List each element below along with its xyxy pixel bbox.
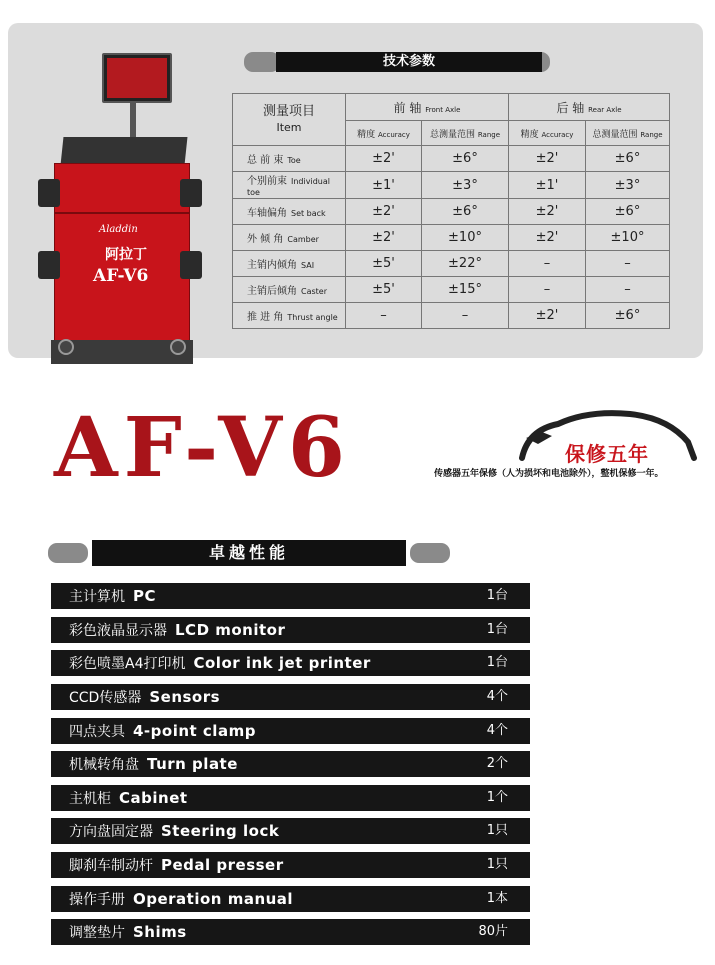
cabinet-image bbox=[54, 163, 190, 345]
spec-value: – bbox=[346, 303, 422, 329]
spec-item-name: 个别前束 Individual toe bbox=[233, 172, 346, 199]
spec-value: ±6° bbox=[586, 146, 670, 172]
spec-value: ±3° bbox=[586, 172, 670, 199]
machine-model-label: AF-V6 bbox=[93, 266, 149, 286]
accuracy-header: 精度 Accuracy bbox=[509, 121, 586, 146]
sensor-head-icon bbox=[180, 251, 202, 279]
caster-wheel-icon bbox=[170, 339, 186, 355]
feature-row bbox=[51, 583, 530, 609]
feature-quantity: 2个 bbox=[486, 756, 508, 772]
spec-value: – bbox=[509, 277, 586, 303]
decor-pill bbox=[410, 543, 450, 563]
spec-value: ±2' bbox=[509, 199, 586, 225]
spec-value: – bbox=[586, 251, 670, 277]
spec-value: ±5' bbox=[346, 277, 422, 303]
spec-row bbox=[233, 303, 670, 329]
feature-quantity: 1台 bbox=[486, 621, 508, 637]
spec-value: ±2' bbox=[509, 225, 586, 251]
feature-label: 彩色喷墨A4打印机 Color ink jet printer bbox=[69, 654, 371, 673]
spec-row bbox=[233, 199, 670, 225]
feature-row bbox=[51, 785, 530, 811]
feature-label: 四点夹具 4-point clamp bbox=[69, 721, 256, 740]
sensor-head-icon bbox=[38, 251, 60, 279]
feature-row bbox=[51, 751, 530, 777]
brand-logo: Aladdin bbox=[99, 224, 138, 235]
spec-row bbox=[233, 225, 670, 251]
feature-quantity: 1个 bbox=[486, 789, 508, 805]
spec-value: ±2' bbox=[509, 303, 586, 329]
feature-label: 主计算机 PC bbox=[69, 587, 157, 605]
spec-value: ±1' bbox=[346, 172, 422, 199]
spec-value: ±6° bbox=[586, 303, 670, 329]
spec-table bbox=[232, 93, 670, 329]
feature-row bbox=[51, 818, 530, 844]
feature-label: 主机柜 Cabinet bbox=[69, 788, 188, 807]
feature-label: 调整垫片 Shims bbox=[69, 923, 187, 942]
spec-item-name: 总 前 束 Toe bbox=[233, 146, 346, 172]
feature-row bbox=[51, 718, 530, 744]
spec-item-name: 主销后倾角 Caster bbox=[233, 277, 346, 303]
feature-quantity: 4个 bbox=[486, 688, 508, 704]
wheel-aligner-machine-image bbox=[30, 51, 220, 351]
spec-value: ±2' bbox=[346, 146, 422, 172]
feature-row bbox=[51, 650, 530, 676]
warranty-badge: 保修五年 bbox=[565, 442, 649, 466]
spec-value: – bbox=[422, 303, 509, 329]
spec-item-name: 推 进 角 Thrust angle bbox=[233, 303, 346, 329]
spec-value: ±5' bbox=[346, 251, 422, 277]
spec-value: ±6° bbox=[586, 199, 670, 225]
range-header: 总测量范围 Range bbox=[422, 121, 509, 146]
rear-axle-header: 后 轴 Rear Axle bbox=[509, 94, 670, 121]
spec-value: ±22° bbox=[422, 251, 509, 277]
caster-wheel-icon bbox=[58, 339, 74, 355]
feature-row bbox=[51, 886, 530, 912]
spec-item-name: 外 倾 角 Camber bbox=[233, 225, 346, 251]
spec-value: – bbox=[586, 277, 670, 303]
feature-quantity: 1本 bbox=[486, 890, 508, 906]
spec-section-header: 技术参数 bbox=[276, 52, 542, 72]
spec-value: – bbox=[509, 251, 586, 277]
feature-row bbox=[51, 684, 530, 710]
item-column-header: 测量项目 Item bbox=[233, 94, 346, 146]
sensor-head-icon bbox=[38, 179, 60, 207]
feature-quantity: 1台 bbox=[486, 655, 508, 671]
range-header: 总测量范围 Range bbox=[586, 121, 670, 146]
feature-quantity: 4个 bbox=[486, 722, 508, 738]
features-section-header: 卓越性能 bbox=[92, 540, 406, 566]
feature-quantity: 1只 bbox=[486, 857, 508, 873]
feature-quantity: 1只 bbox=[486, 823, 508, 839]
spec-item-name: 车轴偏角 Set back bbox=[233, 199, 346, 225]
spec-value: ±2' bbox=[509, 146, 586, 172]
brand-name-cn: 阿拉丁 bbox=[105, 247, 147, 263]
spec-value: ±6° bbox=[422, 146, 509, 172]
spec-row bbox=[233, 146, 670, 172]
feature-label: 机械转角盘 Turn plate bbox=[69, 755, 238, 774]
sensor-head-icon bbox=[180, 179, 202, 207]
feature-list bbox=[51, 583, 530, 953]
feature-row bbox=[51, 617, 530, 643]
spec-value: ±3° bbox=[422, 172, 509, 199]
spec-row bbox=[233, 172, 670, 199]
feature-label: 脚刹车制动杆 Pedal presser bbox=[69, 856, 284, 875]
feature-label: 操作手册 Operation manual bbox=[69, 889, 294, 908]
front-axle-header: 前 轴 Front Axle bbox=[346, 94, 509, 121]
monitor-image bbox=[102, 53, 172, 103]
feature-label: CCD传感器 Sensors bbox=[69, 687, 221, 706]
spec-value: ±2' bbox=[346, 225, 422, 251]
feature-label: 方向盘固定器 Steering lock bbox=[69, 822, 280, 841]
spec-row bbox=[233, 277, 670, 303]
decor-pill bbox=[244, 52, 280, 72]
spec-value: ±10° bbox=[422, 225, 509, 251]
decor-pill bbox=[48, 543, 88, 563]
spec-value: ±1' bbox=[509, 172, 586, 199]
spec-value: ±6° bbox=[422, 199, 509, 225]
feature-row bbox=[51, 852, 530, 878]
spec-value: ±2' bbox=[346, 199, 422, 225]
warranty-block bbox=[428, 400, 715, 490]
spec-item-name: 主销内倾角 SAI bbox=[233, 251, 346, 277]
warranty-note: 传感器五年保修（人为损坏和电池除外），整机保修一年。 bbox=[434, 469, 664, 479]
accuracy-header: 精度 Accuracy bbox=[346, 121, 422, 146]
feature-quantity: 1台 bbox=[486, 588, 508, 603]
feature-label: 彩色液晶显示器 LCD monitor bbox=[69, 620, 286, 639]
feature-row bbox=[51, 919, 530, 945]
spec-value: ±15° bbox=[422, 277, 509, 303]
feature-quantity: 80片 bbox=[478, 924, 508, 940]
spec-row bbox=[233, 251, 670, 277]
spec-value: ±10° bbox=[586, 225, 670, 251]
product-title: AF-V6 bbox=[54, 400, 351, 496]
